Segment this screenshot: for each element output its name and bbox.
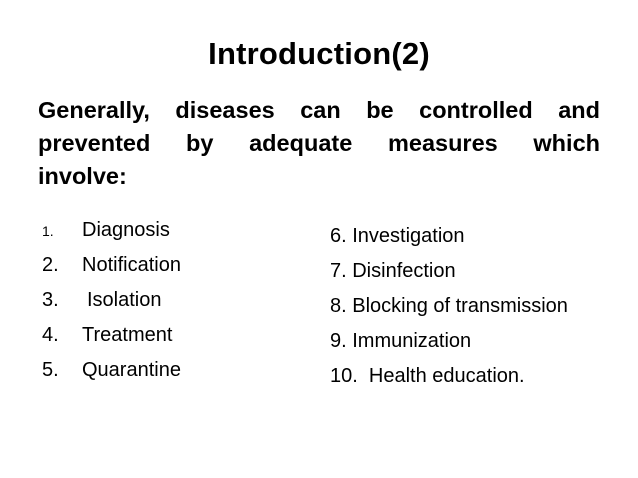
list-item-text: Diagnosis [82,219,170,241]
list-item [42,353,302,388]
list-item-text: Isolation [87,289,162,311]
list-item-text: Treatment [82,324,173,346]
measures-list-right [330,219,630,394]
intro-line-1: Generally, diseases can be controlled and [38,97,600,123]
list-item-number: 4. [42,324,59,346]
list-item [42,213,302,248]
measures-list-left [42,213,302,388]
list-item: 10. Health education. [330,365,525,387]
list-item-number: 3. [42,289,59,311]
list-item-text: Notification [82,254,181,276]
list-item: 9. Immunization [330,330,472,352]
list-item [42,248,302,283]
list-item-number: 2. [42,254,59,276]
intro-paragraph [38,94,600,193]
list-item-number: 1. [42,223,54,239]
list-item [42,283,302,318]
list-item: 6. Investigation [330,225,465,247]
list-item-number: 5. [42,359,59,381]
slide-title: Introduction(2) [208,36,430,71]
list-item [42,318,302,353]
list-item: 7. Disinfection [330,260,456,282]
list-item: 8. Blocking of transmission [330,295,568,317]
intro-line-3: involve: [38,163,127,189]
intro-line-2: prevented by adequate measures which [38,130,600,156]
list-item-text: Quarantine [82,359,181,381]
